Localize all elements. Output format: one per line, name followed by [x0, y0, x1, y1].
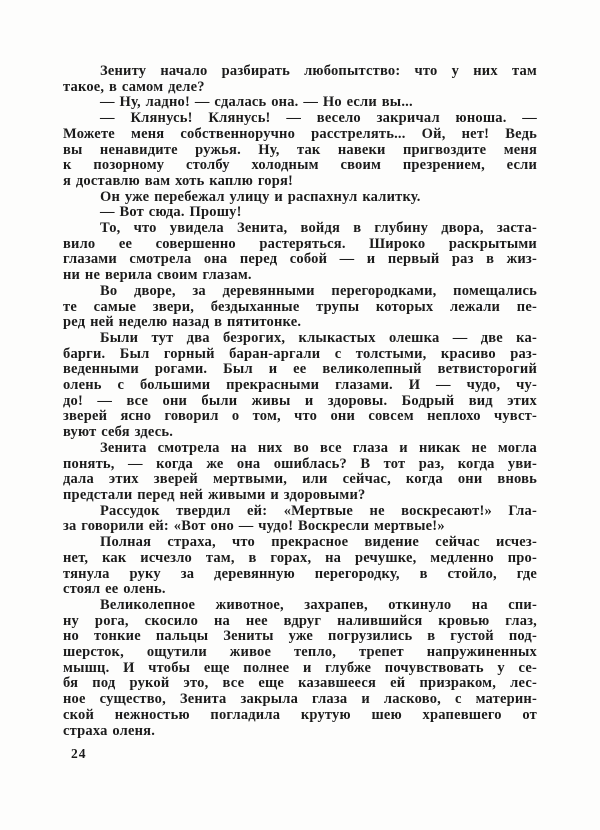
text-line: То, что увидела Зенита, войдя в глубину двора, заста- — [100, 220, 537, 237]
text-line: Во дворе, за деревянными перегородками, помещались — [100, 282, 537, 299]
text-line: барги. Был горный баран-аргали с толстыми, красиво раз- — [63, 345, 537, 362]
paragraph — [63, 598, 537, 739]
paragraph — [63, 441, 537, 504]
text-line: вуют себя здесь. — [63, 424, 174, 441]
text-line: вы ненавидите ружья. Ну, так навеки пригвоздите меня — [63, 141, 537, 158]
text-line: Он уже перебежал улицу и распахнул калитку. — [100, 188, 421, 205]
text-line: ное существо, Зенита закрыла глаза и ласково, с материн- — [63, 691, 537, 708]
text-line: ской нежностью погладила крутую шею храпевшего от — [63, 706, 537, 723]
text-line: олень с большими прекрасными глазами. И — чудо, чу- — [63, 377, 537, 394]
text-line: ред ней неделю назад в пятитонке. — [63, 314, 302, 331]
paragraph — [63, 95, 537, 111]
text-line: — Клянусь! Клянусь! — весело закричал юноша. — — [100, 110, 537, 127]
paragraph — [63, 331, 537, 441]
paragraph — [63, 284, 537, 331]
text-line: глазами смотрела она перед собой — и первый раз в жиз- — [63, 251, 537, 268]
text-line: понять, — когда же она ошиблась? В тот раз, когда уви- — [63, 455, 537, 472]
text-line: предстали перед ней живыми и здоровыми? — [63, 486, 366, 503]
text-line: за говорили ей: «Вот оно — чудо! Воскресли мертвые!» — [63, 518, 445, 535]
paragraph — [63, 205, 537, 221]
paragraph — [63, 221, 537, 284]
paragraph — [63, 111, 537, 190]
text-line: Рассудок твердил ей: «Мертвые не воскресают!» Гла- — [100, 502, 537, 519]
text-line: Полная страха, что прекрасное видение сейчас исчез- — [100, 534, 537, 551]
text-line: бя под рукой это, все еще казавшееся ей призраком, лес- — [63, 675, 537, 692]
text-line: мышц. И чтобы еще полнее и глубже почувствовать у се- — [63, 659, 537, 676]
text-line: стоял ее олень. — [63, 581, 166, 598]
text-line: я доставлю вам хоть каплю горя! — [63, 172, 294, 189]
paragraph — [63, 535, 537, 598]
text-line: тянула руку за деревянную перегородку, в стойло, где — [63, 565, 537, 582]
text-line: те самые звери, бездыханные трупы которых лежали пе- — [63, 298, 537, 315]
text-line: — Ну, ладно! — сдалась она. — Но если вы... — [100, 94, 413, 111]
text-line: но тонкие пальцы Зениты уже погрузились в густой под- — [63, 628, 537, 645]
paragraph — [63, 504, 537, 535]
text-line: Были тут два безрогих, клыкастых олешка — две ка- — [100, 329, 537, 346]
text-block — [63, 64, 537, 739]
paragraph — [63, 64, 537, 95]
text-line: к позорному столбу холодным своим презрением, если — [63, 157, 537, 174]
text-line: Великолепное животное, захрапев, откинуло на спи- — [100, 596, 537, 613]
text-line: ну рога, скосило на нее вдруг налившийся кровью глаз, — [63, 612, 537, 629]
text-line: вило ее совершенно растеряться. Широко раскрытыми — [63, 235, 537, 252]
text-line: Зенита смотрела на них во все глаза и никак не могла — [100, 439, 537, 456]
text-line: Зениту начало разбирать любопытство: что у них там — [100, 63, 537, 79]
text-line: Можете меня собственноручно расстрелять... Ой, нет! Ведь — [63, 125, 537, 142]
paragraph — [63, 190, 537, 206]
text-line: шерсток, ощутили живое тепло, трепет напружиненных — [63, 644, 537, 661]
text-line: — Вот сюда. Прошу! — [100, 204, 242, 221]
text-line: дала этих зверей мертвыми, или сейчас, когда они вновь — [63, 471, 537, 488]
text-line: до! — все они были живы и здоровы. Бодрый вид этих — [63, 392, 537, 409]
text-line: нет, как исчезло там, в горах, на речушке, медленно про- — [63, 549, 537, 566]
text-line: ни не верила своим глазам. — [63, 267, 252, 284]
text-line: веденными рогами. Был и ее великолепный ветвисторогий — [63, 361, 537, 378]
text-line: такое, в самом деле? — [63, 78, 205, 95]
text-line: зверей ясно говорил о том, что они совсем неплохо чувст- — [63, 408, 537, 425]
text-line: страха оленя. — [63, 722, 156, 739]
page-number: 24 — [71, 746, 87, 761]
